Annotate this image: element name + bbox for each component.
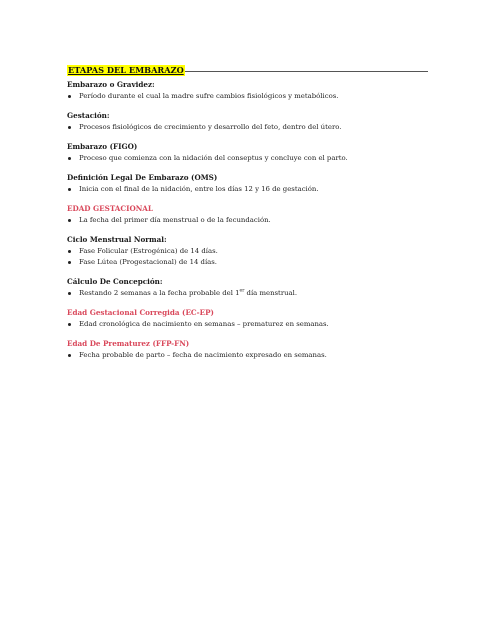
list-item [67,122,428,133]
section-embarazo-gravidez [67,80,428,102]
bullet-icon [68,95,71,98]
list-item-text: Inicia con el final de la nidación, entre los días 12 y 16 de gestación. [79,185,319,193]
section-embarazo-figo [67,142,428,164]
superscript-ordinal: er [239,288,245,294]
list-item [67,350,428,361]
bullet-icon [68,157,71,160]
section-calculo-concepcion [67,277,428,299]
section-edad-gestacional-corregida [67,308,428,330]
bullet-icon [68,292,71,295]
list-item [67,246,428,257]
list-item [67,257,428,268]
list-item-text: La fecha del primer día menstrual o de la fecundación. [79,216,271,224]
section-definicion-legal [67,173,428,195]
document-page [67,58,428,361]
list-item [67,153,428,164]
page-title: ETAPAS DEL EMBARAZO [68,65,184,75]
section-heading: EDAD GESTACIONAL [67,204,153,213]
list-item [67,215,428,226]
section-heading: Embarazo o Gravidez: [67,80,155,89]
section-edad-gestacional [67,204,428,226]
section-heading: Embarazo (FIGO) [67,142,138,151]
list-item [67,184,428,195]
section-heading: Ciclo Menstrual Normal: [67,235,167,244]
bullet-icon [68,354,71,357]
list-item-text: Período durante el cual la madre sufre cambios fisiológicos y metabólicos. [79,92,339,100]
list-item [67,288,428,299]
bullet-list [67,153,428,164]
bullet-icon [68,323,71,326]
bullet-icon [68,250,71,253]
section-edad-prematurez [67,339,428,361]
section-heading: Cálculo De Concepción: [67,277,163,286]
list-item [67,91,428,102]
bullet-icon [68,219,71,222]
list-item-text: Procesos fisiológicos de crecimiento y desarrollo del feto, dentro del útero. [79,123,342,131]
bullet-list [67,91,428,102]
list-item-text-before: Restando 2 semanas a la fecha probable del 1 [79,289,240,297]
bullet-list [67,350,428,361]
section-heading: Edad De Prematurez (FFP-FN) [67,339,190,348]
list-item-text: Fase Lútea (Progestacional) de 14 días. [79,258,217,266]
list-item-text: Edad cronológica de nacimiento en semanas – prematurez en semanas. [79,320,329,328]
bullet-list [67,288,428,299]
bullet-icon [68,126,71,129]
section-heading: Gestación: [67,111,110,120]
list-item-text-after: día menstrual. [244,289,298,297]
section-gestacion [67,111,428,133]
bullet-list [67,319,428,330]
section-ciclo-menstrual [67,235,428,268]
list-item [67,319,428,330]
bullet-list [67,246,428,268]
bullet-list [67,215,428,226]
section-heading: Definición Legal De Embarazo (OMS) [67,173,218,182]
title-row [67,58,428,75]
bullet-list [67,122,428,133]
list-item-text: Proceso que comienza con la nidación del conseptus y concluye con el parto. [79,154,348,162]
list-item-text: Fecha probable de parto – fecha de nacimiento expresado en semanas. [79,351,327,359]
bullet-icon [68,261,71,264]
list-item-text: Fase Folicular (Estrogénica) de 14 días. [79,247,218,255]
bullet-list [67,184,428,195]
bullet-icon [68,188,71,191]
section-heading: Edad Gestacional Corregida (EC-EP) [67,308,214,317]
